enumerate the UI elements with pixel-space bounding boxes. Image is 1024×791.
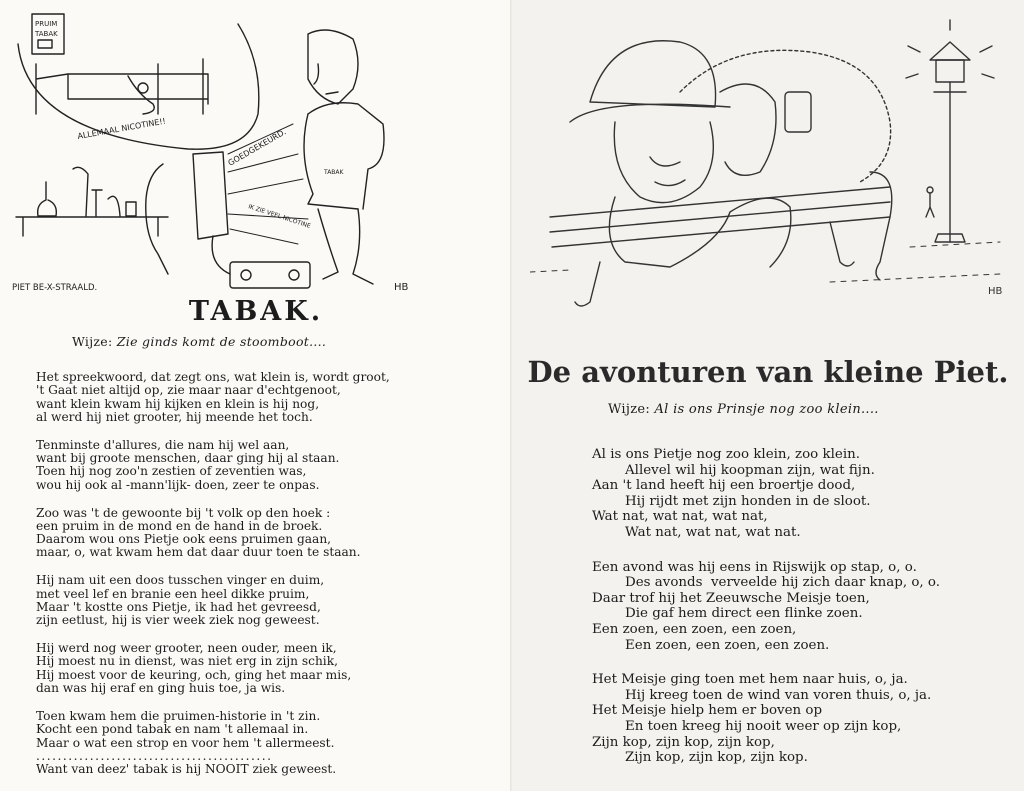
tune-name: Zie ginds komt de stoomboot.... (116, 334, 327, 349)
lyric-line: Het Meisje hielp hem er boven op (592, 703, 823, 719)
tune-label: Wijze: (72, 334, 113, 349)
lyric-line: Daar trof hij het Zeeuwsche Meisje toen, (592, 590, 870, 606)
lyric-line: met veel lef en branie een heel dikke pruim, (36, 586, 310, 601)
song-title-avonturen: De avonturen van kleine Piet. (527, 355, 1009, 389)
lyric-line: Hij werd nog weer grooter, neen ouder, meen ik, (36, 641, 337, 656)
lyric-line: Het spreekwoord, dat zegt ons, wat klein is, wordt groot, (36, 370, 390, 384)
lyric-line-indented: Allevel wil hij koopman zijn, wat fijn. (625, 462, 875, 478)
dotted-divider: ............................................ (36, 748, 273, 763)
lyric-line: Zoo was 't de gewoonte bij 't volk op den hoek : (36, 505, 331, 520)
lyric-line: Hij moest nu in dienst, was niet erg in zijn schik, (36, 654, 338, 669)
lyric-line: al werd hij niet grooter, hij meende het toch. (36, 409, 313, 424)
lyric-line: Al is ons Pietje nog zoo klein, zoo klein. (592, 447, 860, 462)
verse (592, 447, 940, 541)
box-label-bottom: TABAK (35, 30, 58, 38)
lyric-line: een pruim in de mond en de hand in de broek. (36, 518, 323, 533)
beam-label-2: IK ZIE VEEL NICOTINE (247, 203, 312, 230)
lyric-line: Maar o wat een strop en voor hem 't allermeest. (36, 735, 335, 750)
box-label-top: PRUIM (35, 20, 58, 28)
illustration-caption: PIET BE-X-STRAALD. (12, 283, 98, 293)
dream-label: ALLEMAAL NICOTINE!! (76, 116, 167, 141)
lyric-line: Wat nat, wat nat, wat nat, (592, 509, 768, 525)
lyric-line: Een avond was hij eens in Rijswijk op stap, o, o. (592, 559, 917, 575)
lyric-line: Hij nam uit een doos tusschen vinger en duim, (36, 573, 325, 588)
lyric-line: Zijn kop, zijn kop, zijn kop, (592, 734, 775, 750)
lyric-line: Kocht een pond tabak en nam 't allemaal in. (36, 722, 309, 737)
lyric-line: zijn eetlust, hij is vier week ziek nog geweest. (36, 613, 320, 628)
lyric-line: Hij moest voor de keuring, och, ging het maar mis, (36, 667, 352, 682)
bench-couple-cartoon-illustration (530, 12, 1010, 322)
lyrics-avonturen (592, 447, 940, 785)
lyric-line: Maar 't kostte ons Pietje, ik had het gevreesd, (36, 599, 321, 614)
lyric-line-indented: Hij kreeg toen de wind van voren thuis, o, ja. (625, 687, 932, 703)
shirt-label: TABAK (324, 169, 344, 176)
tune-indication (72, 334, 326, 349)
lyric-line: 't Gaat niet altijd op, zie maar naar d'echtgenoot, (36, 383, 341, 398)
lyric-line: Tenminste d'allures, die nam hij wel aan, (36, 437, 290, 452)
verse (36, 574, 390, 627)
lyric-line-indented: Wat nat, wat nat, wat nat. (625, 524, 801, 540)
lyric-line: want bij groote menschen, daar ging hij al staan. (36, 451, 340, 466)
lyrics-tabak (36, 371, 390, 778)
verse (36, 642, 390, 695)
lyric-line: Toen hij nog zoo'n zestien of zeventien was, (36, 464, 307, 479)
tune-indication (608, 402, 879, 417)
xray-cartoon-illustration (8, 4, 408, 296)
lyric-line-indented: Die gaf hem direct een flinke zoen. (625, 606, 863, 622)
verse (36, 371, 390, 424)
lyric-line-indented: En toen kreeg hij nooit weer op zijn kop, (625, 718, 902, 734)
artist-signature: HB (988, 286, 1003, 297)
beam-label: GOEDGEKEURD. (226, 127, 288, 168)
verse (592, 672, 940, 766)
lyric-line: Aan 't land heeft hij een broertje dood, (592, 478, 856, 494)
final-lyric-line: Want van deez' tabak is hij NOOIT ziek geweest. (36, 762, 337, 777)
lyric-line: Toen kwam hem die pruimen-historie in 't zin. (36, 708, 321, 723)
verse (36, 507, 390, 560)
lyric-line: Een zoen, een zoen, een zoen, (592, 621, 797, 637)
tune-name: Al is ons Prinsje nog zoo klein.... (654, 402, 879, 417)
verse (36, 710, 390, 776)
lyric-line: Het Meisje ging toen met hem naar huis, o, ja. (592, 672, 908, 688)
right-page (512, 0, 1024, 791)
lyric-line: dan was hij eraf en ging huis toe, ja wis. (36, 681, 286, 696)
lyric-line-indented: Des avonds verveelde hij zich daar knap, o, o. (625, 575, 941, 591)
tune-label: Wijze: (608, 402, 651, 417)
verse (36, 439, 390, 492)
lyric-line: wou hij ook al -mann'lijk- doen, zeer te onpas. (36, 477, 320, 492)
lyric-line-indented: Een zoen, een zoen, een zoen. (625, 637, 830, 653)
lyric-line-indented: Hij rijdt met zijn honden in de sloot. (625, 493, 871, 509)
verse (592, 560, 940, 654)
lyric-line: maar, o, wat kwam hem dat daar duur toen te staan. (36, 545, 361, 560)
song-title-tabak: TABAK. (188, 296, 324, 327)
lyric-line-indented: Zijn kop, zijn kop, zijn kop. (625, 750, 808, 766)
lyric-line: Daarom wou ons Pietje ook eens pruimen gaan, (36, 532, 332, 547)
artist-signature: HB (394, 282, 408, 293)
lyric-line: want klein kwam hij kijken en klein is hij nog, (36, 396, 320, 411)
